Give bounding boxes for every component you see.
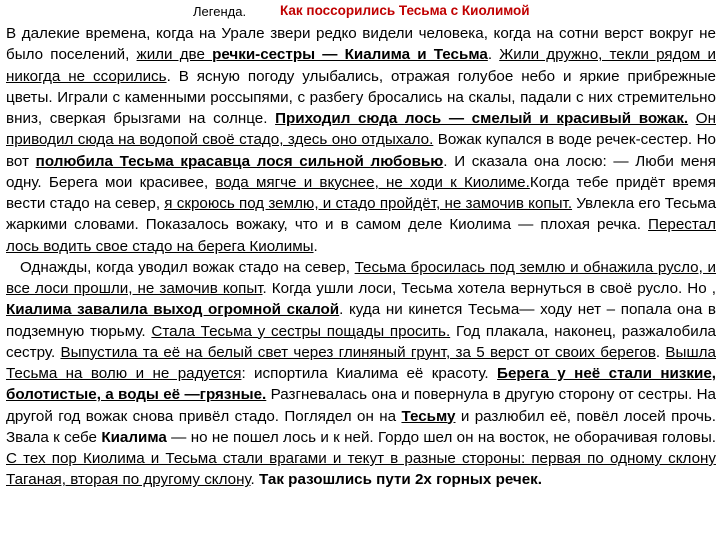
text-segment: Тесьму bbox=[401, 407, 456, 425]
text-segment: . Когда ушли лоси, Тесьма хотела вернуться в своё русло. Но , bbox=[262, 280, 716, 297]
text-segment: я скроюсь под землю, и стадо пройдёт, не замочив копыт. bbox=[164, 195, 573, 212]
text-segment: Приходил сюда лось — смелый и красивый вожак. bbox=[275, 110, 689, 127]
paragraph-1 bbox=[6, 23, 716, 257]
legend-label: Легенда. bbox=[193, 4, 247, 19]
text-segment: : испортила Киалима её красоту. bbox=[241, 365, 498, 382]
text-segment: Стала Тесьма у сестры пощады просить. bbox=[151, 322, 451, 340]
text-segment: Выпустила та её на белый свет через глиняный грунт, за 5 верст от своих берегов bbox=[60, 343, 656, 361]
text-segment: жили две bbox=[136, 46, 213, 64]
text-segment: Когда тебе придёт время вести стадо на север, bbox=[6, 173, 717, 212]
text-segment: . bbox=[250, 471, 259, 489]
text-segment: . bbox=[313, 237, 318, 255]
text-segment: . bbox=[487, 46, 500, 64]
text-segment: Увлекла его Тесьма жаркими словами. Показалось вожаку, что и в самом деле Киолима — плохая речка. bbox=[6, 195, 717, 234]
text-segment: Берега у неё стали низкие, болотистые, а воды её —грязные. bbox=[6, 365, 717, 404]
text-segment: . И сказала она лосю: — Люби меня одну. Берега мои красивее, bbox=[6, 152, 717, 191]
text-segment: С тех пор Киолима и Тесьма стали врагами и текут в разные стороны: первая по одному склону Таганая, вторая по другому склону bbox=[6, 450, 716, 489]
text-segment: и разлюбил её, повёл лосей прочь. Звала к себе bbox=[6, 407, 716, 446]
text-segment: . куда ни кинется Тесьма— ходу нет – попала она в подземную тюрьму. bbox=[6, 301, 717, 340]
text-segment: — но не пошел лось и к ней. Гордо шел он на восток, не оборачивая головы. bbox=[166, 428, 716, 446]
text-segment: В далекие времена, когда на Урале звери редко видели человека, когда на сотни верст вокруг не было поселений, bbox=[6, 25, 716, 64]
text-segment: полюбила Тесьма красавца лося сильной любовью bbox=[35, 152, 444, 170]
text-segment: Вожак купался в воде речек-сестер. Но вот bbox=[6, 131, 716, 170]
text-segment bbox=[688, 110, 696, 127]
text-segment: Однажды, когда уводил вожак стадо на север, bbox=[20, 258, 355, 276]
text-segment: Год плакала, наконец, разжалобила сестру. bbox=[6, 322, 717, 361]
text-segment: Вышла Тесьма на волю и не радуется bbox=[6, 343, 716, 382]
text-segment: Тесьма бросилась под землю и обнажила русло, и все лоси прошли, не замочив копыт bbox=[6, 258, 716, 297]
text-segment: . В ясную погоду улыбались, отражая голубое небо и яркие прибрежные цветы. Играли с каменными россыпями, с разбегу бросались на скалы, падали с них стремительно вниз, сверкая брызгами на солнце. bbox=[6, 67, 716, 127]
paragraph-2 bbox=[6, 257, 716, 491]
text-segment: речки-сестры — Киалима и Тесьма bbox=[212, 46, 488, 64]
text-segment: Киалима завалила выход огромной скалой bbox=[6, 301, 340, 319]
text-segment: Он приводил сюда на водопой своё стадо, здесь оно отдыхало. bbox=[6, 110, 716, 149]
text-segment: . bbox=[655, 343, 666, 361]
text-segment: Жили дружно, текли рядом и никогда не ссорились bbox=[6, 46, 716, 85]
story-text bbox=[6, 23, 716, 491]
text-segment: Так разошлись пути 2х горных речек. bbox=[259, 471, 542, 489]
text-segment: Киалима bbox=[101, 428, 167, 446]
text-segment: Перестал лось водить свое стадо на берега Киолимы bbox=[6, 216, 716, 255]
text-segment: Разгневалась она и повернула в другую сторону от сестры. На другой год вожак снова привёл стадо. Поглядел он на bbox=[6, 386, 716, 425]
page-title: Как поссорились Тесьма с Киолимой bbox=[280, 3, 530, 18]
text-segment: вода мягче и вкуснее, не ходи к Киолиме. bbox=[215, 173, 530, 191]
header bbox=[0, 0, 720, 22]
